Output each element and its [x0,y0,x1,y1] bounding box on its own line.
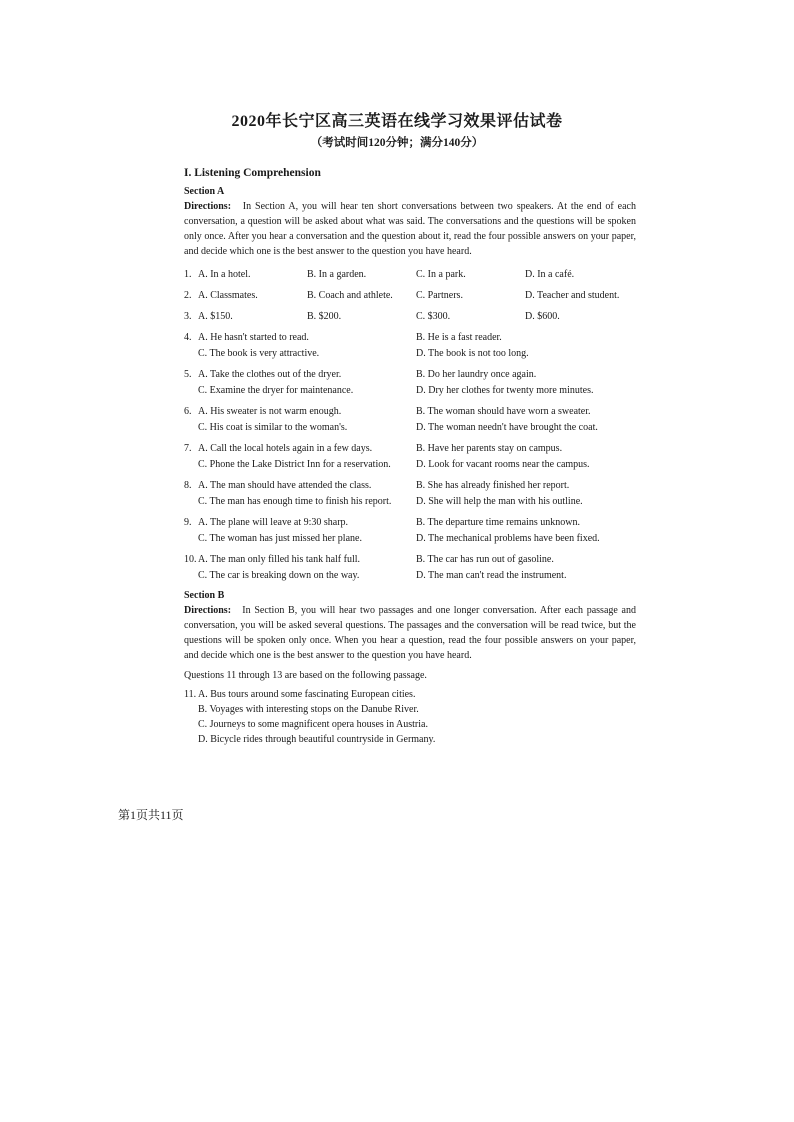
question-number: 10. [184,554,197,565]
option-a: A. Classmates. [198,290,258,301]
option-b: B. In a garden. [307,269,367,280]
option-c: C. Examine the dryer for maintenance. [198,385,354,396]
option-a: A. The plane will leave at 9:30 sharp. [198,517,349,528]
question-number: 6. [184,406,192,417]
question-1 [184,264,636,285]
directions-text: In Section B, you will hear two passages and one longer conversation. After each passage and conversation, you will be asked several questions. The passages and the conversation will be read twice, but the questions will be spoken only once. When you hear a question, read the four possible answers on your paper, and decide which one is the best answer to the question you have heard. [184,605,636,661]
question-number: 8. [184,480,192,491]
option-c: C. The man has enough time to finish his report. [198,496,392,507]
option-b: B. Coach and athlete. [307,290,393,301]
option-c: C. In a park. [416,269,466,280]
part-heading: I. Listening Comprehension [184,167,321,179]
question-3 [184,306,636,327]
option-b: B. He is a fast reader. [416,332,502,343]
directions-text: In Section A, you will hear ten short conversations between two speakers. At the end of each conversation, a question will be asked about what was said. The conversations and the questions will be spoken only once. After you hear a conversation and the question about it, read the four possible answers on your paper, and decide which one is the best answer to the question you have heard. [184,201,636,257]
section-a-directions [184,199,636,259]
option-d: D. Dry her clothes for twenty more minutes. [416,385,594,396]
question-number: 2. [184,290,192,301]
option-c: C. Partners. [416,290,463,301]
option-c: C. Journeys to some magnificent opera houses in Austria. [198,719,428,730]
option-b: B. She has already finished her report. [416,480,570,491]
question-6 [184,404,636,436]
question-4 [184,330,636,362]
page-title: 2020年长宁区高三英语在线学习效果评估试卷 [231,113,563,130]
page-subtitle: （考试时间120分钟；满分140分） [310,137,484,149]
page-number: 第1页共11页 [118,808,184,822]
option-d: D. In a café. [525,269,575,280]
question-number: 7. [184,443,192,454]
question-number: 4. [184,332,192,343]
question-number: 5. [184,369,192,380]
question-number: 9. [184,517,192,528]
option-d: D. The man can't read the instrument. [416,570,567,581]
option-b: B. $200. [307,311,342,322]
option-a: A. In a hotel. [198,269,251,280]
question-7 [184,441,636,473]
option-c: C. $300. [416,311,451,322]
option-c: C. Phone the Lake District Inn for a reservation. [198,459,391,470]
directions-label: Directions: [184,605,232,616]
question-2 [184,285,636,306]
option-a: A. Take the clothes out of the dryer. [198,369,342,380]
option-d: D. The woman needn't have brought the coat. [416,422,598,433]
question-11 [184,687,636,747]
directions-label: Directions: [184,201,232,212]
option-c: C. The car is breaking down on the way. [198,570,360,581]
option-a: A. His sweater is not warm enough. [198,406,342,417]
option-d: D. Bicycle rides through beautiful countryside in Germany. [198,734,436,745]
option-d: D. The mechanical problems have been fixed. [416,533,600,544]
option-d: D. Teacher and student. [525,290,620,301]
option-b: B. The car has run out of gasoline. [416,554,554,565]
question-number: 3. [184,311,192,322]
passage-intro: Questions 11 through 13 are based on the following passage. [184,670,427,681]
option-c: C. The woman has just missed her plane. [198,533,362,544]
question-10 [184,552,636,584]
question-number: 11. [184,689,197,700]
option-a: A. $150. [198,311,233,322]
option-d: D. Look for vacant rooms near the campus. [416,459,590,470]
option-a: A. The man should have attended the class. [198,480,372,491]
option-b: B. Have her parents stay on campus. [416,443,563,454]
exam-content [184,166,636,747]
option-d: D. The book is not too long. [416,348,529,359]
question-8 [184,478,636,510]
option-c: C. His coat is similar to the woman's. [198,422,348,433]
option-a: A. He hasn't started to read. [198,332,309,343]
option-d: D. She will help the man with his outline. [416,496,583,507]
section-b-label: Section B [184,590,225,601]
option-a: A. Bus tours around some fascinating European cities. [198,689,416,700]
option-b: B. The departure time remains unknown. [416,517,580,528]
option-a: A. The man only filled his tank half full. [198,554,361,565]
section-b-directions [184,603,636,663]
option-b: B. The woman should have worn a sweater. [416,406,591,417]
option-c: C. The book is very attractive. [198,348,320,359]
option-b: B. Do her laundry once again. [416,369,537,380]
option-d: D. $600. [525,311,560,322]
section-a-label: Section A [184,186,225,197]
question-9 [184,515,636,547]
question-number: 1. [184,269,192,280]
question-5 [184,367,636,399]
option-a: A. Call the local hotels again in a few days. [198,443,373,454]
option-b: B. Voyages with interesting stops on the Danube River. [198,704,419,715]
